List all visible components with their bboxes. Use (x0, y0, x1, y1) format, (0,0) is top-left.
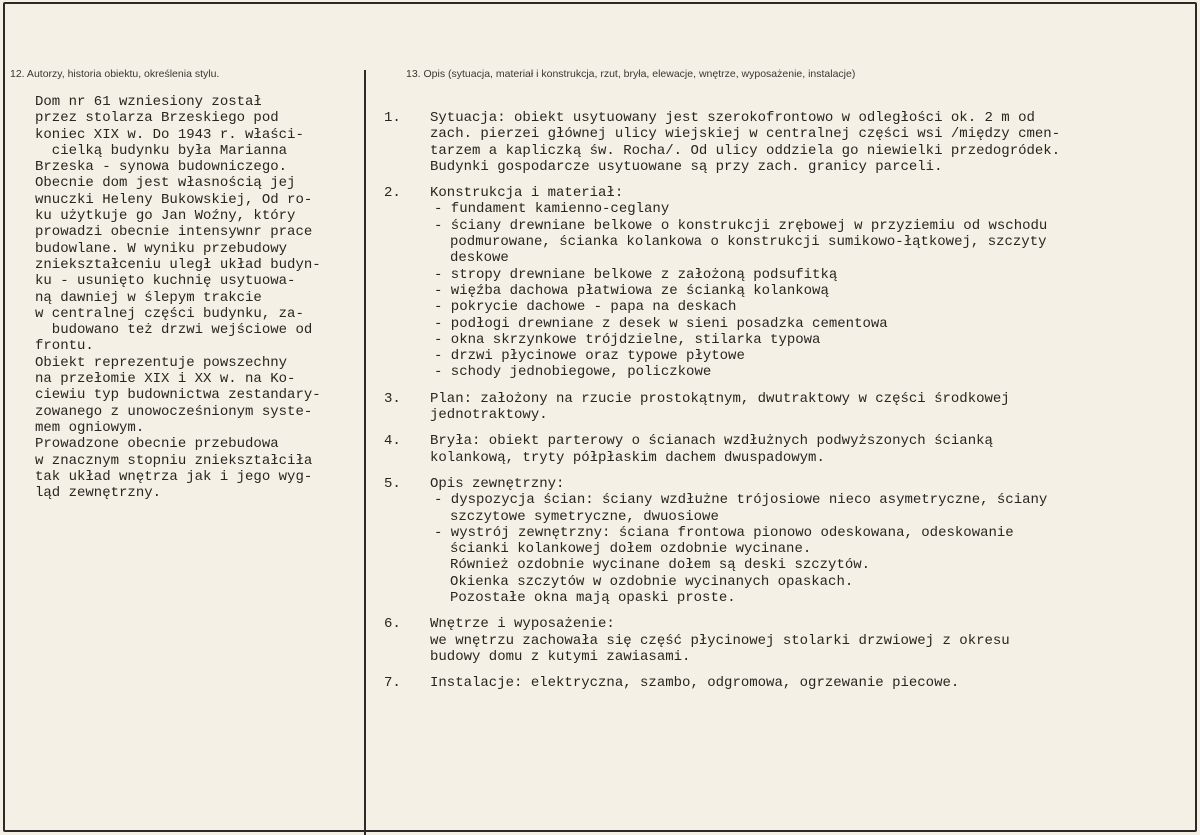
section-item (384, 616, 1060, 665)
left-column-text (35, 94, 321, 501)
left-text-line: frontu. (35, 338, 94, 355)
section-line (384, 126, 1060, 142)
bullet-line: - więźba dachowa płatwiowa ze ścianką kolankową (434, 282, 829, 299)
section-text: jednotraktowy. (430, 407, 548, 424)
section-line (384, 675, 1060, 691)
section-text: Plan: założony na rzucie prostokątnym, dwutraktowy w części środkowej (430, 390, 1010, 407)
section-item (384, 675, 1060, 691)
bullet-line: - wystrój zewnętrzny: ściana frontowa pionowo odeskowana, odeskowanie (434, 524, 1014, 541)
left-text-line: wnuczki Heleny Bukowskiej, Od ro- (35, 191, 313, 208)
header-authors-history: 12. Autorzy, historia obiektu, określenia stylu. (10, 68, 220, 80)
section-text: tarzem a kapliczką św. Rocha/. Od ulicy oddziela go niewielki przedogródek. (430, 142, 1061, 159)
section-line (384, 391, 1060, 407)
bullet-line: ścianki kolankowej dołem ozdobnie wycinane. (450, 541, 812, 558)
left-text-line: budowano też drzwi wejściowe od (35, 322, 313, 339)
left-text-line: ku użytkuje go Jan Woźny, który (35, 208, 296, 225)
section-line (384, 633, 1060, 649)
section-line (384, 110, 1060, 126)
left-text-line: w centralnej części budynku, za- (35, 305, 304, 322)
left-text-line: zniekształceniu uległ układ budyn- (35, 256, 321, 273)
left-text-line: na przełomie XIX i XX w. na Ko- (35, 371, 296, 388)
left-text-line: budowlane. W wyniku przebudowy (35, 240, 288, 257)
section-text: budowy domu z kutymi zawiasami. (430, 648, 691, 665)
bullet-line: - pokrycie dachowe - papa na deskach (434, 299, 737, 316)
section-text: Opis zewnętrzny: (430, 475, 565, 492)
section-text: Bryła: obiekt parterowy o ścianach wzdłużnych podwyższonych ścianką (430, 433, 993, 450)
section-number: 3. (384, 390, 401, 407)
section-text: Budynki gospodarcze usytuowane są przy zach. granicy parceli. (430, 158, 943, 175)
left-text-line: tak układ wnętrza jak i jego wyg- (35, 468, 313, 485)
bullet-line: - fundament kamienno-ceglany (434, 201, 670, 218)
section-number: 1. (384, 110, 401, 126)
section-item (384, 110, 1060, 175)
section-text: Instalacje: elektryczna, szambo, odgromowa, ogrzewanie piecowe. (430, 675, 960, 692)
left-text-line: Dom nr 61 wzniesiony został (35, 94, 262, 110)
section-line (384, 616, 1060, 632)
bullet-line: - schody jednobiegowe, policzkowe (434, 364, 712, 381)
bullet-line: deskowe (450, 250, 509, 267)
left-text-line: przez stolarza Brzeskiego pod (35, 110, 279, 127)
section-number: 7. (384, 675, 401, 692)
section-number: 6. (384, 616, 401, 633)
bullet-line: - dyspozycja ścian: ściany wzdłużne trójosiowe nieco asymetryczne, ściany (434, 492, 1048, 509)
bullet-line: podmurowane, ścianka kolankowa o konstrukcji sumikowo-łątkowej, szczyty (450, 234, 1047, 251)
left-text-line: koniec XIX w. Do 1943 r. właści- (35, 126, 304, 143)
section-line (384, 433, 1060, 449)
section-item (384, 185, 1060, 381)
bullet-line: Pozostałe okna mają opaski proste. (450, 590, 736, 607)
left-text-line: mem ogniowym. (35, 419, 145, 436)
left-text-line: w znacznym stopniu zniekształciła (35, 452, 313, 469)
section-text: Konstrukcja i materiał: (430, 185, 624, 202)
left-text-line: cielką budynku była Marianna (35, 142, 288, 159)
section-line (384, 476, 1060, 492)
section-number: 4. (384, 433, 401, 450)
left-text-line: zowanego z unowocześnionym syste- (35, 403, 313, 420)
section-line (384, 407, 1060, 423)
bullet-line: - podłogi drewniane z desek w sieni posadzka cementowa (434, 315, 888, 332)
section-number: 5. (384, 475, 401, 492)
bullet-line: - drzwi płycinowe oraz typowe płytowe (434, 348, 745, 365)
left-text-line: ciewiu typ budownictwa zestandary- (35, 387, 321, 404)
section-text: we wnętrzu zachowała się część płycinowej stolarki drzwiowej z okresu (430, 632, 1010, 649)
section-line (384, 159, 1060, 175)
bullet-line: Również ozdobnie wycinane dołem są deski szczytów. (450, 557, 871, 574)
section-text: Sytuacja: obiekt usytuowany jest szerokofrontowo w odległości ok. 2 m od (430, 110, 1035, 126)
section-text: Wnętrze i wyposażenie: (430, 616, 615, 633)
left-text-line: ląd zewnętrzny. (35, 485, 162, 502)
section-number: 2. (384, 185, 401, 202)
bullet-line: - ściany drewniane belkowe o konstrukcji zrębowej w przyziemiu od wschodu (434, 217, 1048, 234)
left-text-line: Obiekt reprezentuje powszechny (35, 354, 288, 371)
section-line (384, 143, 1060, 159)
section-text: kolankową, tryty półpłaskim dachem dwuspadowym. (430, 449, 825, 466)
section-text: zach. pierzei głównej ulicy wiejskiej w centralnej części wsi /między cmen- (430, 126, 1061, 143)
bullet-line: - okna skrzynkowe trójdzielne, stilarka typowa (434, 331, 821, 348)
section-item (384, 433, 1060, 466)
left-text-line: Prowadzone obecnie przebudowa (35, 436, 279, 453)
column-divider (364, 70, 366, 835)
left-text-line: Obecnie dom jest własnością jej (35, 175, 296, 192)
section-line (384, 185, 1060, 201)
section-item (384, 391, 1060, 424)
section-line (384, 450, 1060, 466)
right-column-text (384, 110, 1060, 702)
left-text-line: Brzeska - synowa budowniczego. (35, 159, 288, 176)
bullet-line: - stropy drewniane belkowe z założoną podsufitką (434, 266, 838, 283)
left-text-line: ną dawniej w ślepym trakcie (35, 289, 262, 306)
left-text-line: prowadzi obecnie intensywnr prace (35, 224, 313, 241)
section-line (384, 649, 1060, 665)
bullet-line: Okienka szczytów w ozdobnie wycinanych opaskach. (450, 573, 854, 590)
left-text-line: ku - usunięto kuchnię usytuowa- (35, 273, 296, 290)
header-description: 13. Opis (sytuacja, materiał i konstrukcja, rzut, bryła, elewacje, wnętrze, wyposażenie, instalacje) (406, 68, 856, 80)
section-item (384, 476, 1060, 606)
bullet-line: szczytowe symetryczne, dwuosiowe (450, 508, 719, 525)
